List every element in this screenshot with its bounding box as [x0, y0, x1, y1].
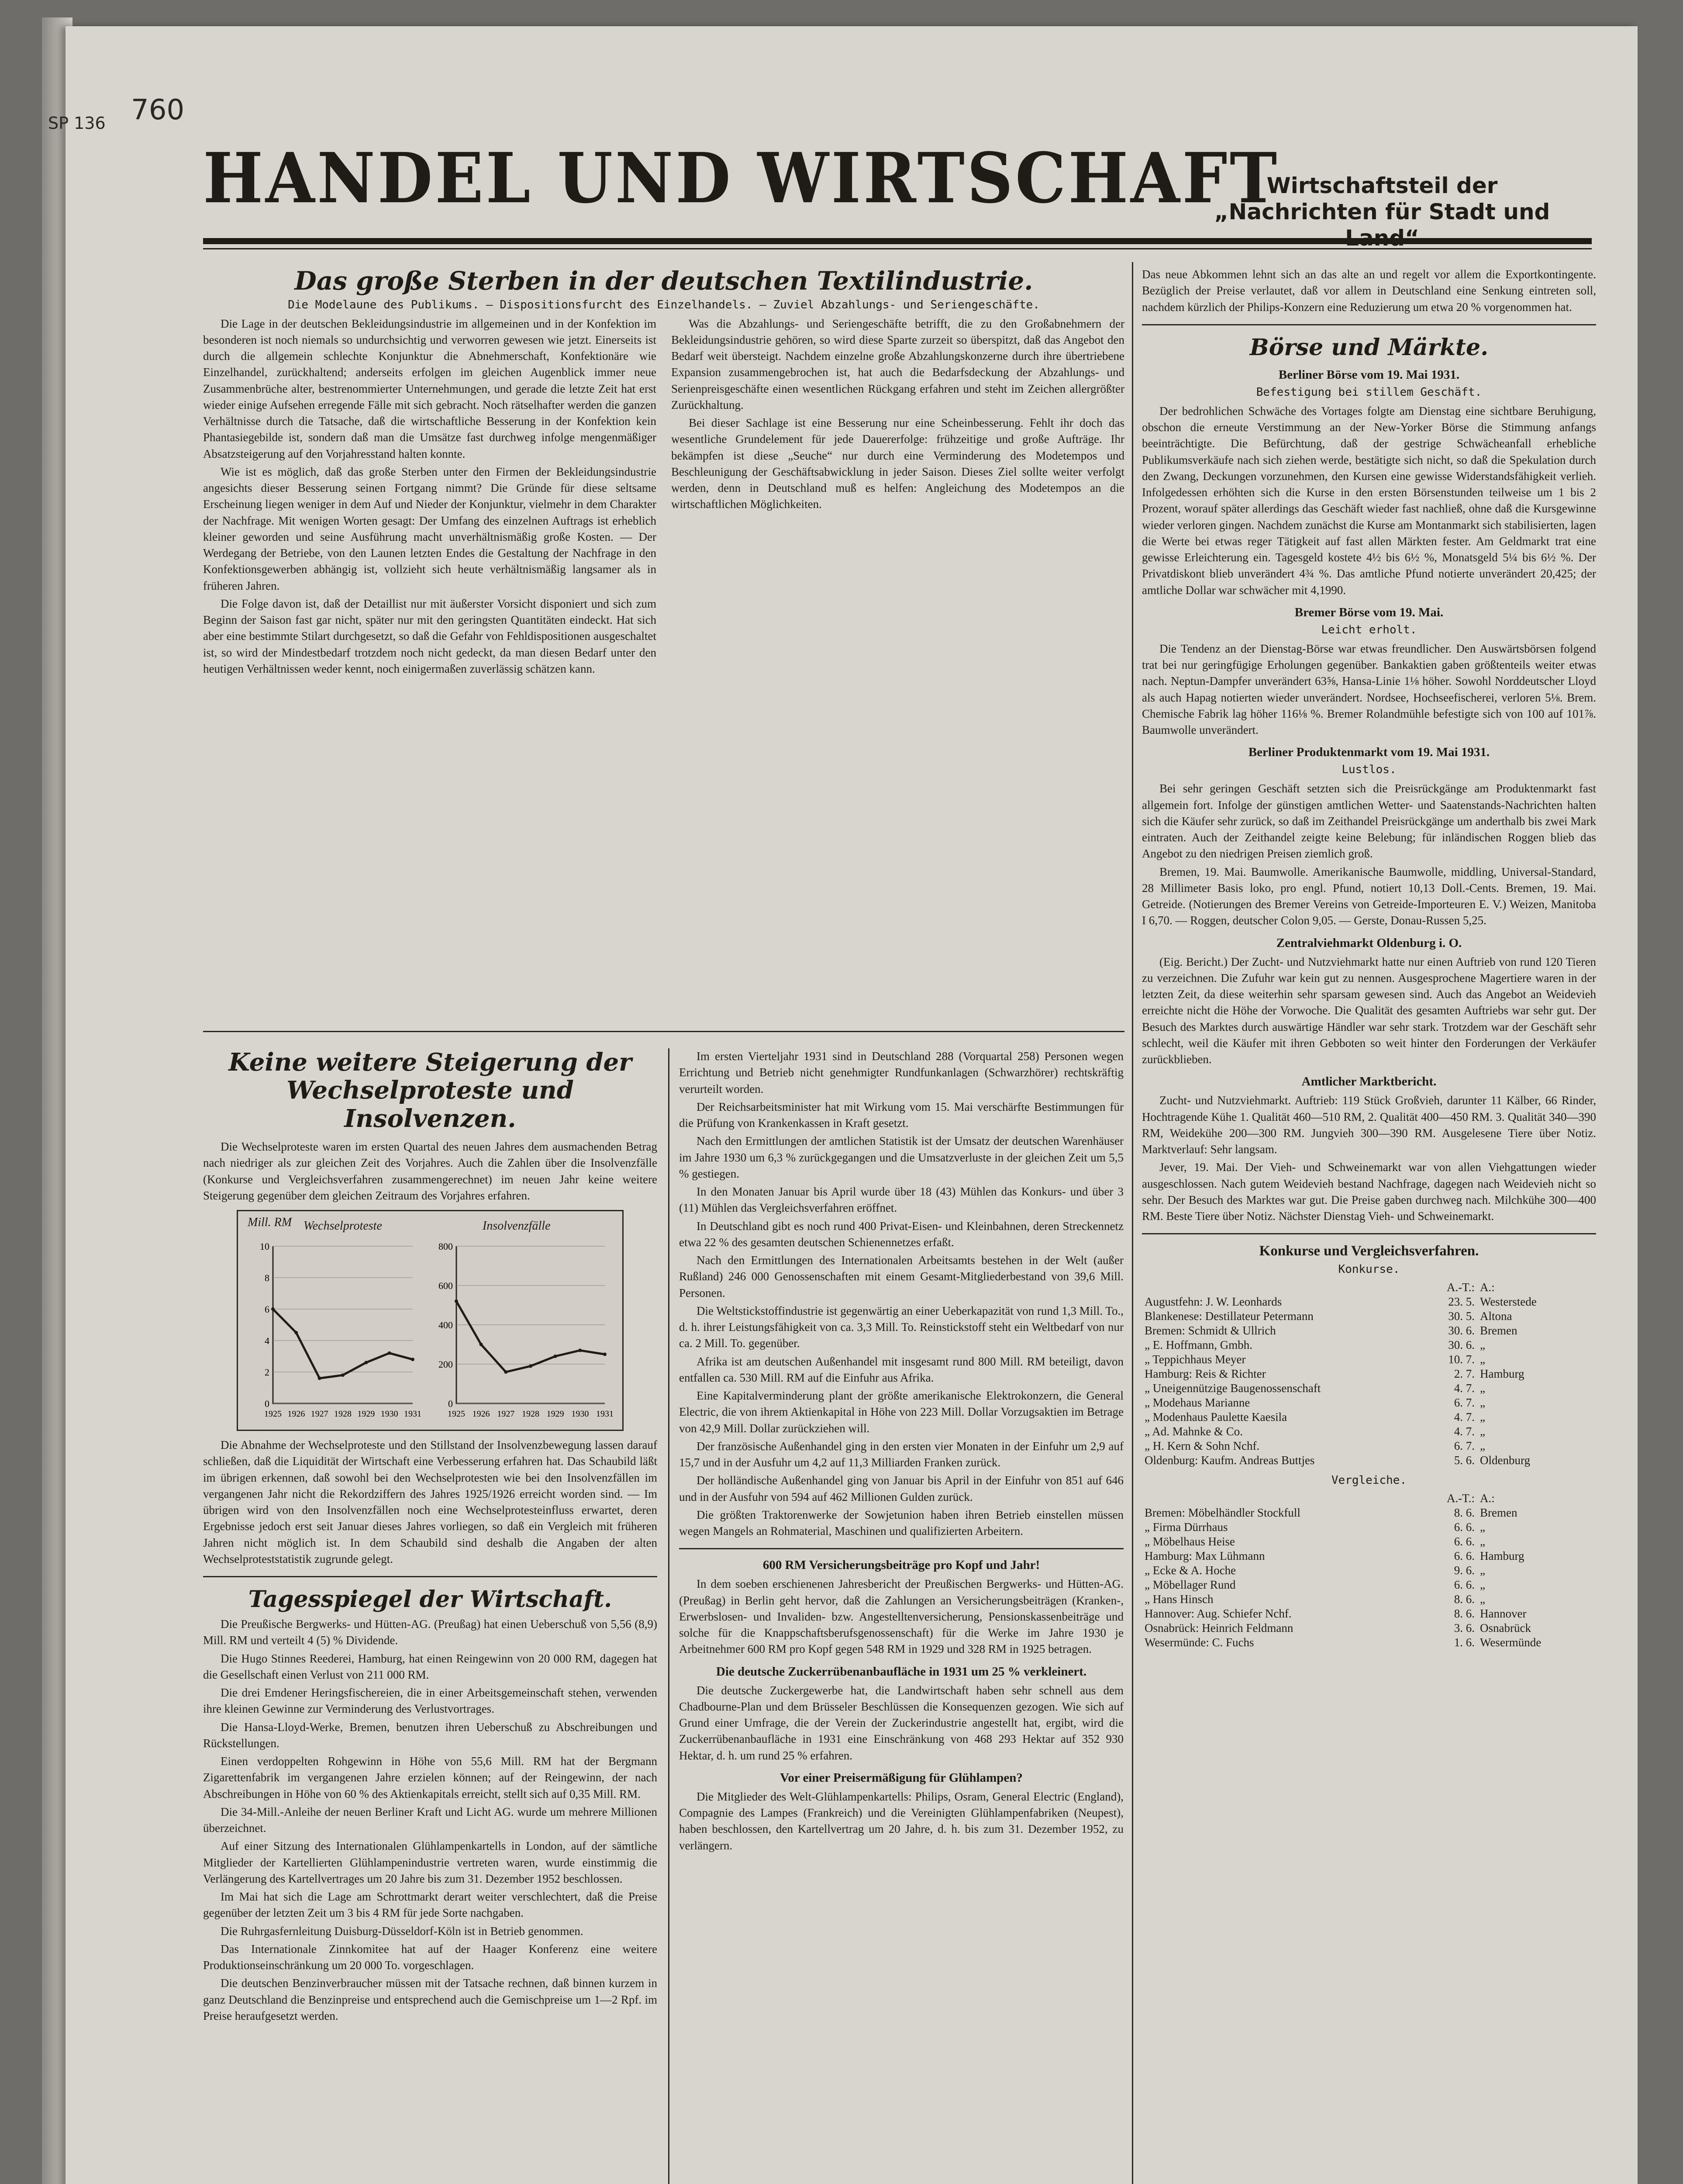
section-rule [1142, 1233, 1596, 1234]
article-tagesspiegel-body [203, 1616, 657, 2024]
paragraph: Die größten Traktorenwerke der Sowjetunion haben ihren Betrieb einstellen müssen wegen Mangels an Rohmaterial, Maschinen und qualifizierten Arbeitern. [679, 1508, 1124, 1538]
paragraph: Der bedrohlichen Schwäche des Vortages folgte am Dienstag eine sichtbare Beruhigung, obschon die erneute Verstimmung an der New-Yorker Börse die Stimmung anfangs beeinträchtigte. Die Befürchtung, daß der gestrige Schwächeanfall erhebliche Publikumsverkäufe nach sich ziehen werde, bestätigte sich nicht, so daß die Spekulation durch den Zwang, Deckungen vorzunehmen, den Kursen eine gewisse Widerstandsfähigkeit verlieh. Infolgedessen erhöhten sich die Kurse in den ersten Börsenstunden teilweise um 1 bis 2 Prozent, worauf später allerdings das Geschäft wieder fast nachließ, ohne daß die Kursgewinne wieder verloren gingen. Nachdem zunächst die Kurse am Montanmarkt sich stabilisierten, lagen die Werte bei etwas reger Tätigkeit auf fast allen Märkten fester. Am Geldmarkt trat eine gewisse Erleichterung ein. Tagesgeld kostete 4½ bis 6½ %, Monatsgeld 5¼ bis 6½ %. Der Privatdiskont blieb unverändert 4¾ %. Das amtliche Pfund notierte unverändert 20,425; der amtliche Dollar war schwächer mit 4,1990. [1142, 404, 1596, 597]
masthead-title: HANDEL UND WIRTSCHAFT [203, 138, 1279, 219]
paragraph: Zucht- und Nutzviehmarkt. Auftrieb: 119 Stück Großvieh, darunter 11 Kälber, 66 Rinder, Hochtragende Kühe 1. Qualität 460—510 RM, 2. Qualität 400—450 RM. 3. Qualität 340—390 RM, Weidekühe 200—300 RM. Jungvieh 300—390 RM. Ausgelesene Tiere über Notiz. Marktverlauf: Sehr langsam. [1142, 1094, 1596, 1156]
table-row [1142, 1352, 1596, 1367]
produkten-sub: Lustlos. [1342, 763, 1397, 777]
article-boerse [1142, 266, 1596, 1650]
chart-data-point [294, 1331, 298, 1334]
table-row [1142, 1607, 1596, 1621]
table-cell: „ Teppichhaus Meyer [1145, 1353, 1246, 1366]
bremen-boerse-head: Bremer Börse vom 19. Mai. [1294, 605, 1444, 619]
article-proteste-headline: Keine weitere Steigerung der Wechselproteste und Insolvenzen. [228, 1048, 632, 1133]
table-cell: Oldenburg: Kaufm. Andreas Buttjes [1145, 1454, 1315, 1467]
chart-y-tick-label: 0 [265, 1398, 269, 1410]
berlin-boerse-sub: Befestigung bei stillem Geschäft. [1256, 385, 1482, 399]
table-cell: Bremen [1480, 1506, 1517, 1520]
paragraph: Bei dieser Sachlage ist eine Besserung nur eine Scheinbesserung. Fehlt ihr doch das wesentliche Grundelement für jede Dauererfolge: frühzeitige und große Aufträge. Ihr bekämpfen ist diese „Seuche“ nur durch eine Verminderung des Modetempos und Beschleunigung der Geschäftsabwicklung in jeder Saison. Dieses Ziel sollte weiter verfolgt werden, denn in Deutschland muß es helfen: Angleichung des Modetempos an die wirtschaftlichen Möglichkeiten. [671, 416, 1124, 511]
chart-x-tick-label: 1929 [357, 1409, 375, 1419]
table-cell: 4. 7. [1454, 1425, 1475, 1438]
bremen-boerse-sub: Leicht erholt. [1321, 623, 1417, 636]
oldenburg-head: Zentralviehmarkt Oldenburg i. O. [1276, 936, 1462, 950]
article-textile-col1 [203, 316, 656, 679]
article-textile-col2 [671, 316, 1124, 679]
chart-y-tick-label: 10 [260, 1241, 269, 1252]
table-cell: 5. 6. [1454, 1454, 1475, 1467]
column-rule [1132, 262, 1133, 2184]
chart-x-tick-label: 1927 [497, 1409, 515, 1419]
paragraph: Die Lage in der deutschen Bekleidungsindustrie im allgemeinen und in der Konfektion im besonderen ist noch niemals so undurchsichtig und verworren gewesen wie jetzt. Einerseits ist durch die allgemein schlechte Konjunktur die Abnehmerschaft, Konfektionäre wie Einzelhandel, zurückhaltend; anderseits erfolgen im gleichen Augenblick immer neue Zusammenbrüche alter, bestrenommierter Unternehmungen, und gerade die letzte Zeit hat erst wieder einige Aufsehen erregende Fälle mit sich gebracht. Noch rätselhafter werden die ganzen Verhältnisse durch die Tatsache, daß die wirtschaftliche Besserung in der Konfektion kein Phantasiegebilde ist, sondern daß man die Umsätze fast durchweg infolge mengenmäßiger Absatzsteigerung auf den Vorjahresstand halten konnte. [203, 317, 656, 460]
table-row [1142, 1338, 1596, 1352]
table-cell: Bremen: Schmidt & Ullrich [1145, 1324, 1276, 1337]
chart-proteste-insolvenzen [237, 1210, 624, 1431]
archive-mark-small: SP 136 [48, 114, 106, 133]
masthead-subtitle-line2: „Nachrichten für Stadt und [1214, 199, 1550, 225]
table-row [1142, 1309, 1596, 1324]
vergleiche-sub: Vergleiche. [1331, 1474, 1407, 1487]
paragraph: Der Reichsarbeitsminister hat mit Wirkung vom 15. Mai verschärfte Bestimmungen für die Prüfung von Krankenkassen in Kraft gesetzt. [679, 1100, 1124, 1130]
table-cell: 9. 6. [1454, 1564, 1475, 1577]
chart-data-point [455, 1299, 458, 1303]
konkurse-head: Konkurse und Vergleichsverfahren. [1259, 1243, 1479, 1259]
chart-title-left: Wechselproteste [303, 1219, 382, 1233]
paragraph: In den Monaten Januar bis April wurde über 18 (43) Mühlen das Konkurs- und über 3 (11) Mühlen das Vergleichsverfahren eröffnet. [679, 1185, 1124, 1215]
table-cell: Osnabrück [1480, 1621, 1531, 1635]
paragraph: Bremen, 19. Mai. Baumwolle. Amerikanische Baumwolle, middling, Universal-Standard, 28 Millimeter Basis loko, pro engl. Pfund, notiert 10,13 Doll.-Cents. Bremen, 19. Mai. Getreide. (Notierungen des Bremer Vereins von Getreide-Importeuren E. V.) Weizen, Manitoba I 6,70. — Roggen, deutscher Colon 9,05. — Gerste, Donau-Russen 5,25. [1142, 865, 1596, 927]
chart-x-tick-label: 1930 [571, 1409, 589, 1419]
masthead-rule [203, 238, 1592, 244]
table-cell: Augustfehn: J. W. Leonhards [1145, 1295, 1282, 1309]
table-cell: „ [1480, 1578, 1485, 1592]
table-cell: „ [1480, 1396, 1485, 1410]
paragraph: Nach den Ermittlungen der amtlichen Statistik ist der Umsatz der deutschen Warenhäuser im Jahre 1930 um 6,3 % zurückgegangen und die Umsatzverluste in der gleichen Zeit um 5,5 % gestiegen. [679, 1134, 1124, 1180]
paragraph: Das neue Abkommen lehnt sich an das alte an und regelt vor allem die Exportkontingente. Bezüglich der Preise verlautet, daß vor allem in Deutschland eine Senkung eintreten soll, nachdem kürzlich der Philips-Konzern eine Reduzierung um etwa 20 % vorgenommen hat. [1142, 268, 1596, 314]
paragraph: Nach den Ermittlungen des Internationalen Arbeitsamts bestehen in der Welt (außer Rußland) 246 000 Genossenschaften mit einem Gesamt-Mitgliederbestand von 39,6 Mill. Personen. [679, 1254, 1124, 1299]
table-cell: „ [1480, 1338, 1485, 1352]
berlin-boerse-head: Berliner Börse vom 19. Mai 1931. [1278, 367, 1460, 382]
paragraph: Die Preußische Bergwerks- und Hütten-AG. (Preußag) hat einen Ueberschuß von 5,56 (8,9) Mill. RM und verteilt 4 (5) % Dividende. [203, 1617, 657, 1647]
paragraph: In dem soeben erschienenen Jahresbericht der Preußischen Bergwerks- und Hütten-AG. (Preußag) in Berlin geht hervor, daß die Zahlungen an Versicherungsbeiträgen (Kranken-, Erwerbslosen- und Invaliden- bzw. Angestelltenversicherung, Pensionskassenbeiträge und solche für die Knappschaftsberufsgenossenschaft) für die Werke im Jahre 1930 je Arbeitnehmer 600 RM pro Kopf gegen 548 RM in 1929 und 328 RM in 1925 betragen. [679, 1577, 1124, 1656]
chart-series-line [456, 1301, 605, 1372]
box-head-versicherung: 600 RM Versicherungsbeiträge pro Kopf und Jahr! [762, 1558, 1040, 1572]
table-header-row [1142, 1491, 1596, 1506]
paragraph: In Deutschland gibt es noch rund 400 Privat-Eisen- und Kleinbahnen, deren Streckennetz etwa 22 % des gesamten deutschen Schienennetzes erfaßt. [679, 1219, 1124, 1249]
table-cell: Hannover [1480, 1607, 1527, 1621]
chart-svg [238, 1211, 622, 1430]
chart-y-tick-label: 400 [438, 1320, 453, 1331]
table-row [1142, 1453, 1596, 1468]
table-cell: Wesermünde [1480, 1636, 1542, 1649]
chart-x-tick-label: 1926 [472, 1409, 490, 1419]
table-cell: 4. 7. [1454, 1382, 1475, 1395]
table-row [1142, 1381, 1596, 1396]
chart-axis [273, 1246, 413, 1403]
paragraph: Im ersten Vierteljahr 1931 sind in Deutschland 288 (Vorquartal 258) Personen wegen Errichtung und Betrieb nicht genehmigter Rundfunkanlagen (Schwarzhörer) rechtskräftig verurteilt worden. [679, 1050, 1124, 1095]
table-header-cell: A.-T.: [1447, 1281, 1475, 1294]
table-cell: „ Modenhaus Paulette Kaesila [1145, 1410, 1287, 1424]
table-cell: „ [1480, 1521, 1485, 1534]
chart-data-point [271, 1307, 275, 1311]
konkurse-sub: Konkurse. [1338, 1263, 1400, 1276]
chart-y-tick-label: 0 [448, 1398, 453, 1410]
section-rule [679, 1548, 1124, 1549]
chart-x-tick-label: 1927 [310, 1409, 328, 1419]
table-cell: 8. 6. [1454, 1607, 1475, 1621]
table-row [1142, 1396, 1596, 1410]
article-news-body [679, 1048, 1124, 1539]
produkten-head: Berliner Produktenmarkt vom 19. Mai 1931. [1248, 745, 1490, 760]
amtlicher-head: Amtlicher Marktbericht. [1301, 1075, 1437, 1089]
table-cell: „ [1480, 1535, 1485, 1548]
table-cell: 8. 6. [1454, 1506, 1475, 1520]
chart-y-tick-label: 4 [265, 1335, 269, 1347]
section-rule [203, 1576, 657, 1577]
chart-x-tick-label: 1925 [448, 1409, 465, 1419]
chart-unit-label: Mill. RM [248, 1216, 292, 1230]
chart-x-tick-label: 1930 [380, 1409, 398, 1419]
table-header-cell [1142, 1491, 1420, 1506]
table-row [1142, 1506, 1596, 1520]
table-row [1142, 1635, 1596, 1650]
table-row [1142, 1578, 1596, 1592]
paragraph: Die deutsche Zuckergewerbe hat, die Landwirtschaft haben sehr schnell aus dem Chadbourne-Plan und dem Brüsseler Beschlüssen die Konsequenzen gezogen. Wie sich auf Grund einer Umfrage, die der Verein der Zuckerindustrie angestellt hat, ergibt, wird die Zuckerrübenanbaufläche in 1931 eine Einschränkung von 468 293 Hektar auf 352 930 Hektar, d. h. um rund 25 % erfahren. [679, 1683, 1124, 1762]
article-proteste [203, 1048, 657, 2026]
table-row [1142, 1549, 1596, 1563]
table-cell: Bremen [1480, 1324, 1517, 1337]
paragraph: Afrika ist am deutschen Außenhandel mit insgesamt rund 800 Mill. RM beteiligt, davon entfallen ca. 530 Mill. RM auf die Einfuhr aus Afrika. [679, 1355, 1124, 1384]
table-row [1142, 1520, 1596, 1534]
table-row [1142, 1592, 1596, 1607]
article-tagesspiegel-headline: Tagesspiegel der Wirtschaft. [248, 1586, 612, 1613]
table-cell: „ [1480, 1353, 1485, 1366]
table-header-cell: A.: [1480, 1492, 1495, 1505]
chart-data-point [364, 1361, 368, 1365]
paragraph: Die Weltstickstoffindustrie ist gegenwärtig an einer Ueberkapazität von rund 1,3 Mill. To., d. h. ihrer Leistungsfähigkeit von ca. 3,3 Mill. To. Reinstickstoff steht ein Weltbedarf von nur ca. 2 Mill. To. gegenüber. [679, 1304, 1124, 1350]
table-cell: 6. 6. [1454, 1535, 1475, 1548]
table-cell: Westerstede [1480, 1295, 1537, 1309]
table-row [1142, 1621, 1596, 1635]
chart-y-tick-label: 200 [438, 1359, 453, 1370]
masthead-subtitle-line1: Wirtschaftsteil der [1266, 173, 1498, 198]
paragraph: Der holländische Außenhandel ging von Januar bis April in der Einfuhr von 851 auf 646 und in der Ausfuhr von 594 auf 462 Millionen Gulden zurück. [679, 1474, 1124, 1503]
table-header-cell: A.: [1480, 1281, 1495, 1294]
table-cell: Osnabrück: Heinrich Feldmann [1145, 1621, 1293, 1635]
table-cell: Oldenburg [1480, 1454, 1530, 1467]
article-textile-subline: Die Modelaune des Publikums. — Dispositionsfurcht des Einzelhandels. — Zuviel Abzahlungs- und Seriengeschäfte. [288, 298, 1040, 311]
paragraph: Was die Abzahlungs- und Seriengeschäfte betrifft, die zu den Großabnehmern der Bekleidungsindustrie gehören, so wird diese Sparte zurzeit so überspitzt, daß das Angebot den Bedarf weit übersteigt. Nachdem einzelne große Abzahlungskonzerne durch ihre übertriebene Expansion zusammengebrochen ist, hat auch die Bedarfsdeckung der Abzahlungs- und Serienpreisgeschäfte einen wesentlichen Rückgang erfahren und steht im Zeichen allergrößter Zurückhaltung. [671, 317, 1124, 411]
paragraph: Der französische Außenhandel ging in den ersten vier Monaten in der Einfuhr um 2,9 auf 15,7 und in der Ausfuhr um 4,2 auf 11,3 Milliarden Franken zurück. [679, 1439, 1124, 1469]
table-cell: 3. 6. [1454, 1621, 1475, 1635]
paragraph: Die 34-Mill.-Anleihe der neuen Berliner Kraft und Licht AG. wurde um mehrere Millionen überzeichnet. [203, 1805, 657, 1835]
table-cell: „ [1480, 1593, 1485, 1606]
paragraph: Die Tendenz an der Dienstag-Börse war etwas freundlicher. Den Auswärtsbörsen folgend trat bei nur geringfügige Erholungen gegenüber. Bankaktien gaben größtenteils weiter etwas nach. Neptun-Dampfer unverändert 63⅝, Hansa-Linie 1⅛ höher. Sowohl Norddeutscher Lloyd als auch Hapag notierten wieder unverändert. Nordsee, Hochseefischerei, verloren 5⅛. Brem. Chemische Fabrik lag höher 116⅛ %. Bremer Rolandmühle befestigte sich von 100 auf 101⅞. Baumwolle unverändert. [1142, 642, 1596, 736]
table-cell: „ H. Kern & Sohn Nchf. [1145, 1439, 1260, 1453]
table-cell: Bremen: Möbelhändler Stockfull [1145, 1506, 1300, 1520]
chart-data-point [603, 1353, 607, 1356]
table-cell: „ Ad. Mahnke & Co. [1145, 1425, 1243, 1438]
chart-data-point [529, 1365, 532, 1368]
chart-x-tick-label: 1931 [596, 1409, 614, 1419]
chart-data-point [479, 1343, 483, 1346]
paragraph: Jever, 19. Mai. Der Vieh- und Schweinemarkt war von allen Viehgattungen wieder ausgeschlossen. Nach gutem Weidevieh bestand Nachfrage, dagegen nach Weidevieh nicht so sehr. Der Besuch des Marktes war gut. Die Preise gaben durchweg nach. Milchkühe 300—400 RM. Beste Tiere über Notiz. Nächster Dienstag Vieh- und Schweinemarkt. [1142, 1161, 1596, 1223]
table-cell: „ [1480, 1439, 1485, 1453]
chart-y-tick-label: 2 [265, 1367, 269, 1378]
paragraph: Die drei Emdener Heringsfischereien, die in einer Arbeitsgemeinschaft stehen, verwenden ihre kleinen Gewinne zur Verminderung des Verlustvortrages. [203, 1686, 657, 1716]
table-cell: 6. 6. [1454, 1549, 1475, 1563]
table-cell: 30. 6. [1448, 1338, 1475, 1352]
vergleiche-table [1142, 1491, 1596, 1650]
paragraph: Wie ist es möglich, daß das große Sterben unter den Firmen der Bekleidungsindustrie angesichts dieser Besserung seinen Fortgang nimmt? Die Gründe für diese seltsame Erscheinung liegen weniger in dem Auf und Nieder der Konjunktur, vielmehr in dem Charakter der Nachfrage. Mit wenigen Worten gesagt: Der Umfang des einzelnen Auftrags ist erheblich kleiner geworden und seine Ausführung macht unverhältnismäßig große Kosten. — Der Werdegang der Betriebe, von den Launen letzten Endes die Gestaltung der Nachfrage in den Konfektionsgewerben abhängig ist, vollzieht sich heute verhältnismäßig langsamer als in früheren Jahren. [203, 465, 656, 592]
table-cell: 6. 7. [1454, 1396, 1475, 1410]
paragraph: Eine Kapitalverminderung plant der größte amerikanische Elektrokonzern, die General Electric, die von ihrem Aktienkapital in Höhe von 223 Mill. Dollar Vorzugsaktien im Betrage von 42,9 Mill. Dollar zurückziehen will. [679, 1389, 1124, 1435]
box-head-zucker: Die deutsche Zuckerrübenanbaufläche in 1931 um 25 % verkleinert. [716, 1664, 1087, 1679]
chart-data-point [554, 1355, 557, 1358]
paragraph: Die Wechselproteste waren im ersten Quartal des neuen Jahres dem ausmachenden Betrag nach niedriger als zur gleichen Zeit des Vorjahres. Auch die Zahlen über die Insolvenzfälle (Konkurse und Vergleichsverfahren zusammengerechnet) im neuen Jahr keine weitere Steigerung gegenüber dem gleichen Zeitraum des Vorjahres erfahren. [203, 1140, 657, 1202]
paragraph: Einen verdoppelten Rohgewinn in Höhe von 55,6 Mill. RM hat der Bergmann Zigarettenfabrik im vergangenen Jahre erzielen können; auf der Reingewinn, der nach Abschreibungen in Höhe von 60 % des Aktienkapitals erreicht, stellt sich auf 0,35 Mill. RM. [203, 1755, 657, 1800]
table-cell: Hannover: Aug. Schiefer Nchf. [1145, 1607, 1292, 1621]
table-cell: „ Uneigennützige Baugenossenschaft [1145, 1382, 1321, 1395]
table-cell: 4. 7. [1454, 1410, 1475, 1424]
article-boerse-headline: Börse und Märkte. [1249, 334, 1489, 361]
masthead-rule-thin [203, 248, 1592, 249]
table-row [1142, 1410, 1596, 1424]
paragraph: (Eig. Bericht.) Der Zucht- und Nutzviehmarkt hatte nur einen Auftrieb von rund 120 Tieren zu verzeichnen. Die Zufuhr war kein gut zu nennen. Ausgesprochene Magertiere waren in der letzten Zeit, da diese weiterhin sehr sparsam gewesen sind. Auch das Angebot an Weidevieh erreichte nicht die Höhe der Vorwoche. Die Qualität des gesamten Auftriebs war sehr gut. Der Besuch des Marktes durch auswärtige Händler war sehr stark. Trotzdem war der Geschäft sehr schlecht, weil die Käufer mit ihren Gebboten so weit hinter den Forderungen der Verkäufer zurückblieben. [1142, 955, 1596, 1066]
paragraph: Die Hansa-Lloyd-Werke, Bremen, benutzen ihren Ueberschuß zu Abschreibungen und Rückstellungen. [203, 1720, 657, 1750]
table-cell: Hamburg [1480, 1367, 1524, 1381]
paragraph: Im Mai hat sich die Lage am Schrottmarkt derart weiter verschlechtert, daß die Preise gegenüber der letzten Zeit um 3 bis 4 RM für jede Sorte nachgaben. [203, 1890, 657, 1920]
paragraph: Die Abnahme der Wechselproteste und den Stillstand der Insolvenzbewegung lassen darauf schließen, daß die Liquidität der Wirtschaft eine Verbesserung erfahren hat. Das Schaubild läßt im übrigen erkennen, daß sowohl bei den Wechselprotesten wie bei den Insolvenzfällen im vergangenen Jahr nicht die Rekordziffern des Jahres 1925/1926 erreicht worden sind. — Im übrigen wird von den Insolvenzfällen noch eine Wechselprotesteinfluss erwartet, deren Ergebnisse jedoch erst seit Januar dieses Jahres vorliegen, so daß ein Vergleich mit früheren Jahren nicht möglich ist. In dem Schaubild sind deshalb die Angaben der alten Wechselproteststatistik zugrunde gelegt. [203, 1438, 657, 1565]
table-cell: „ Hans Hinsch [1145, 1593, 1214, 1606]
paragraph: Die Folge davon ist, daß der Detaillist nur mit äußerster Vorsicht disponiert und sich zum Beginn der Saison fast gar nicht, später nur mit den geringsten Quantitäten eindeckt. Hat sich aber eine bestimmte Stilart durchgesetzt, so daß die Gefahr von Fehldispositionen ausgeschaltet ist, so wird der Mindestbedarf trotzdem noch nicht gedeckt, da man diesen Bedarf unter den heutigen Verhältnissen weder kennt, noch einigermaßen zuverlässig schätzen kann. [203, 597, 656, 675]
table-cell: Hamburg: Reis & Richter [1145, 1367, 1266, 1381]
chart-data-point [341, 1373, 345, 1377]
table-row [1142, 1295, 1596, 1309]
table-cell: 1. 6. [1454, 1636, 1475, 1649]
table-row [1142, 1563, 1596, 1578]
table-header-row [1142, 1280, 1596, 1295]
section-rule [203, 1031, 1124, 1032]
paragraph: Die Hugo Stinnes Reederei, Hamburg, hat einen Reingewinn von 20 000 RM, dagegen hat die Gesellschaft einen Verlust von 211 000 RM. [203, 1652, 657, 1681]
section-rule [1142, 324, 1596, 325]
chart-x-tick-label: 1931 [404, 1409, 421, 1419]
chart-x-tick-label: 1926 [287, 1409, 305, 1419]
table-header-cell: A.-T.: [1447, 1492, 1475, 1505]
table-cell: „ Modehaus Marianne [1145, 1396, 1250, 1410]
table-cell: Blankenese: Destillateur Petermann [1145, 1310, 1314, 1323]
table-row [1142, 1534, 1596, 1549]
chart-y-tick-label: 800 [438, 1241, 453, 1252]
table-cell: 30. 6. [1448, 1324, 1475, 1337]
table-cell: 2. 7. [1454, 1367, 1475, 1381]
chart-x-tick-label: 1928 [522, 1409, 539, 1419]
paragraph: Die Mitglieder des Welt-Glühlampenkartells: Philips, Osram, General Electric (England), Compagnie des Lampes (Frankreich) und die Vereinigten Glühlampenfabriken (Neupest), haben beschlossen, den Kartellvertrag um 20 Jahre, d. h. bis zum 31. Dezember 1952, zu verlängern. [679, 1790, 1124, 1852]
table-cell: 8. 6. [1454, 1593, 1475, 1606]
box-head-gluehlampen: Vor einer Preisermäßigung für Glühlampen? [780, 1770, 1023, 1785]
chart-y-tick-label: 6 [265, 1304, 269, 1315]
table-cell: 6. 6. [1454, 1521, 1475, 1534]
table-cell: „ E. Hoffmann, Gmbh. [1145, 1338, 1252, 1352]
table-row [1142, 1424, 1596, 1439]
chart-data-point [578, 1349, 582, 1352]
chart-data-point [411, 1358, 414, 1361]
article-proteste-body [203, 1139, 657, 1204]
table-cell: „ [1480, 1425, 1485, 1438]
table-cell: Altona [1480, 1310, 1512, 1323]
paragraph: Auf einer Sitzung des Internationalen Glühlampenkartells in London, auf der sämtliche Mitglieder der Kartellierten Glühlampenindustrie vertreten waren, wurde einstimmig die Verlängerung des Kartellvertrages um 20 Jahre bis zum 31. Dezember 1952 beschlossen. [203, 1839, 657, 1885]
table-cell: „ Firma Dürrhaus [1145, 1521, 1228, 1534]
chart-x-tick-label: 1925 [264, 1409, 282, 1419]
table-cell: „ Ecke & A. Hoche [1145, 1564, 1236, 1577]
table-row [1142, 1439, 1596, 1453]
table-header-cell [1142, 1280, 1420, 1295]
article-textile [203, 266, 1124, 679]
table-cell: „ Möbellager Rund [1145, 1578, 1236, 1592]
chart-series-line [273, 1309, 413, 1378]
chart-title-right: Insolvenzfälle [483, 1219, 551, 1233]
chart-y-tick-label: 8 [265, 1272, 269, 1284]
paragraph: Die deutschen Benzinverbraucher müssen mit der Tatsache rechnen, daß binnen kurzem in ganz Deutschland die Benzinpreise und entsprechend auch die Gemischpreise um 1—2 Rpf. im Preise heraufgesetzt werden. [203, 1977, 657, 2022]
chart-x-tick-label: 1929 [546, 1409, 564, 1419]
table-row [1142, 1324, 1596, 1338]
table-cell: „ [1480, 1382, 1485, 1395]
article-proteste-body2 [203, 1437, 657, 1567]
paragraph: Die Ruhrgasfernleitung Duisburg-Düsseldorf-Köln ist in Betrieb genommen. [221, 1924, 583, 1938]
konkurse-table [1142, 1280, 1596, 1468]
table-cell: 6. 6. [1454, 1578, 1475, 1592]
article-textile-headline: Das große Sterben in der deutschen Textilindustrie. [294, 266, 1033, 296]
chart-data-point [504, 1370, 507, 1374]
table-cell: „ Möbelhaus Heise [1145, 1535, 1235, 1548]
table-cell: Hamburg [1480, 1549, 1524, 1563]
chart-x-tick-label: 1928 [334, 1409, 352, 1419]
chart-data-point [318, 1377, 321, 1380]
chart-data-point [388, 1351, 391, 1355]
table-cell: „ [1480, 1564, 1485, 1577]
paragraph: Das Internationale Zinnkomitee hat auf der Haager Konferenz eine weitere Produktionseinschränkung um 20 000 To. vorgeschlagen. [203, 1942, 657, 1972]
table-cell: 6. 7. [1454, 1439, 1475, 1453]
table-cell: Wesermünde: C. Fuchs [1145, 1636, 1254, 1649]
column-rule [668, 1048, 669, 2184]
table-cell: „ [1480, 1410, 1485, 1424]
archive-mark: 760 [131, 94, 185, 126]
paragraph: Bei sehr geringen Geschäft setzten sich die Preisrückgänge am Produktenmarkt fast allgemein fort. Infolge der günstigen amtlichen Wetter- und Saatenstands-Nachrichten halten sich die Käufer sehr zurück, so daß im Zeithandel Preisrückgänge um anderthalb bis zwei Mark eintraten. Auch der Zeithandel zeigte keine Belebung; für inländischen Roggen blieb das Angebot zu den niedrigen Preisen ziemlich groß. [1142, 782, 1596, 860]
chart-y-tick-label: 600 [438, 1280, 453, 1292]
table-row [1142, 1367, 1596, 1381]
table-cell: 23. 5. [1448, 1295, 1475, 1309]
article-news-middle [679, 1048, 1124, 1856]
table-cell: 10. 7. [1448, 1353, 1475, 1366]
table-cell: Hamburg: Max Lühmann [1145, 1549, 1265, 1563]
table-cell: 30. 5. [1448, 1310, 1475, 1323]
